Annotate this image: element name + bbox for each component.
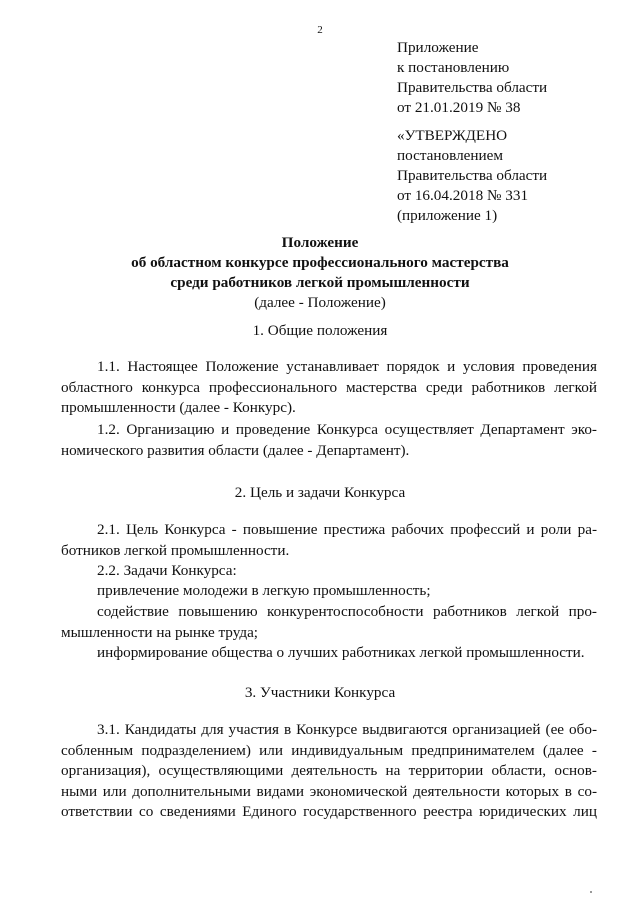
title-line: Положение [281, 234, 359, 251]
title-line: (далее - Положение) [254, 294, 386, 311]
section-1-heading: 1. Общие положения [252, 322, 388, 339]
approved-line: постановлением [397, 147, 504, 164]
appendix-line: к постановлению [397, 59, 510, 76]
paragraph-task-3: информирование общества о лучших работниках легкой промышленности. [97, 644, 585, 661]
section-3-heading: 3. Участники Конкурса [244, 684, 396, 701]
approved-line: (приложение 1) [397, 207, 498, 224]
paragraph-3-1: 3.1. Кандидаты для участия в Конкурсе выдвигаются организацией (ее обо- собленным подразделением) или индивидуальным предпринимателем (далее - организация), осуществляющими деятельность на территории области, основ- ными или дополнительными видами экономической деятельности которых в со- ответствии со сведениями Единого государственного реестра юридических лиц [61, 721, 597, 820]
document-title [0, 233, 640, 313]
title-line: об областном конкурсе профессионального мастерства [131, 254, 509, 271]
appendix-line: Приложение [397, 39, 479, 56]
paragraph-task-1: привлечение молодежи в легкую промышленность; [97, 582, 431, 599]
scan-speck [590, 891, 592, 893]
paragraph-2-2: 2.2. Задачи Конкурса: [97, 562, 237, 579]
paragraph-task-2: содействие повышению конкурентоспособности работников легкой про- мышленности на рынке труда; [61, 603, 597, 641]
approved-line: «УТВЕРЖДЕНО [397, 127, 508, 144]
section-2-heading: 2. Цель и задачи Конкурса [234, 484, 406, 501]
approved-line: от 16.04.2018 № 331 [397, 187, 529, 204]
title-line: среди работников легкой промышленности [170, 274, 470, 291]
page-number: 2 [317, 24, 323, 36]
appendix-line: от 21.01.2019 № 38 [397, 99, 521, 116]
paragraph-1-1: 1.1. Настоящее Положение устанавливает порядок и условия проведения областного конкурса профессионального мастерства среди работников легкой промышленности (далее - Конкурс). [61, 358, 597, 416]
paragraph-2-1: 2.1. Цель Конкурса - повышение престижа рабочих профессий и роли ра- ботников легкой промышленности. [61, 521, 597, 559]
appendix-line: Правительства области [397, 79, 548, 96]
appendix-block [397, 38, 547, 118]
approved-block [397, 126, 547, 226]
approved-line: Правительства области [397, 167, 548, 184]
paragraph-1-2: 1.2. Организацию и проведение Конкурса осуществляет Департамент эко- номического развития области (далее - Департамент). [61, 421, 597, 459]
